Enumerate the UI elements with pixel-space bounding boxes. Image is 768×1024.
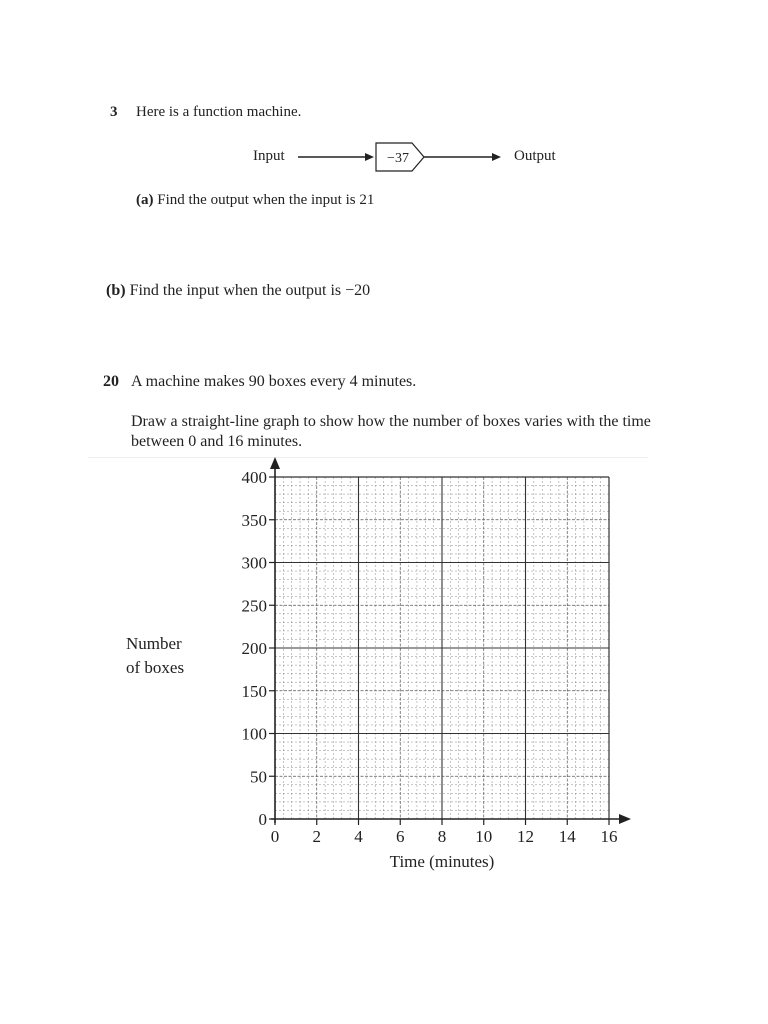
y-tick-label: 100 xyxy=(241,724,267,744)
x-tick-label: 12 xyxy=(517,827,534,846)
x-tick-label: 16 xyxy=(600,827,618,846)
x-tick-label: 6 xyxy=(396,827,405,846)
question-number: 3 xyxy=(110,104,118,120)
y-tick-label: 400 xyxy=(241,468,267,487)
x-tick-label: 4 xyxy=(354,827,363,846)
instruction-line-1: Draw a straight-line graph to show how the number of boxes varies with the time xyxy=(131,413,651,430)
y-axis-label-line-1: Number xyxy=(126,634,182,653)
question-text: A machine makes 90 boxes every 4 minutes. xyxy=(131,373,417,390)
question-text: Here is a function machine. xyxy=(136,104,302,120)
part-a-text: Find the output when the input is 21 xyxy=(157,192,375,208)
x-axis-arrowhead xyxy=(619,814,631,824)
axes xyxy=(270,457,631,824)
y-tick-label: 0 xyxy=(258,810,267,829)
y-tick-label: 350 xyxy=(241,510,267,530)
operation-label: −37 xyxy=(387,151,409,166)
y-tick-label: 50 xyxy=(250,767,267,787)
part-b-label: (b) xyxy=(106,282,126,299)
y-tick-label: 150 xyxy=(241,681,267,701)
grid-major xyxy=(275,477,609,819)
y-axis-arrowhead xyxy=(270,457,280,469)
ticks xyxy=(242,468,618,846)
x-tick-label: 14 xyxy=(558,827,576,846)
machine-output-label: Output xyxy=(514,148,556,164)
part-a-label: (a) xyxy=(136,192,154,208)
x-tick-label: 2 xyxy=(312,827,321,846)
y-tick-label: 250 xyxy=(241,596,267,616)
x-tick-label: 10 xyxy=(475,827,493,846)
y-tick-label: 200 xyxy=(241,639,267,658)
part-b-text: Find the input when the output is −20 xyxy=(129,282,371,299)
x-tick-label: 8 xyxy=(437,827,447,846)
y-axis-label-line-2: of boxes xyxy=(126,658,185,677)
machine-input-label: Input xyxy=(253,148,285,164)
y-tick-label: 300 xyxy=(241,553,267,573)
x-tick-label: 0 xyxy=(270,827,280,846)
question-number: 20 xyxy=(103,373,119,390)
x-axis-label: Time (minutes) xyxy=(389,852,495,871)
instruction-line-2: between 0 and 16 minutes. xyxy=(131,433,303,450)
